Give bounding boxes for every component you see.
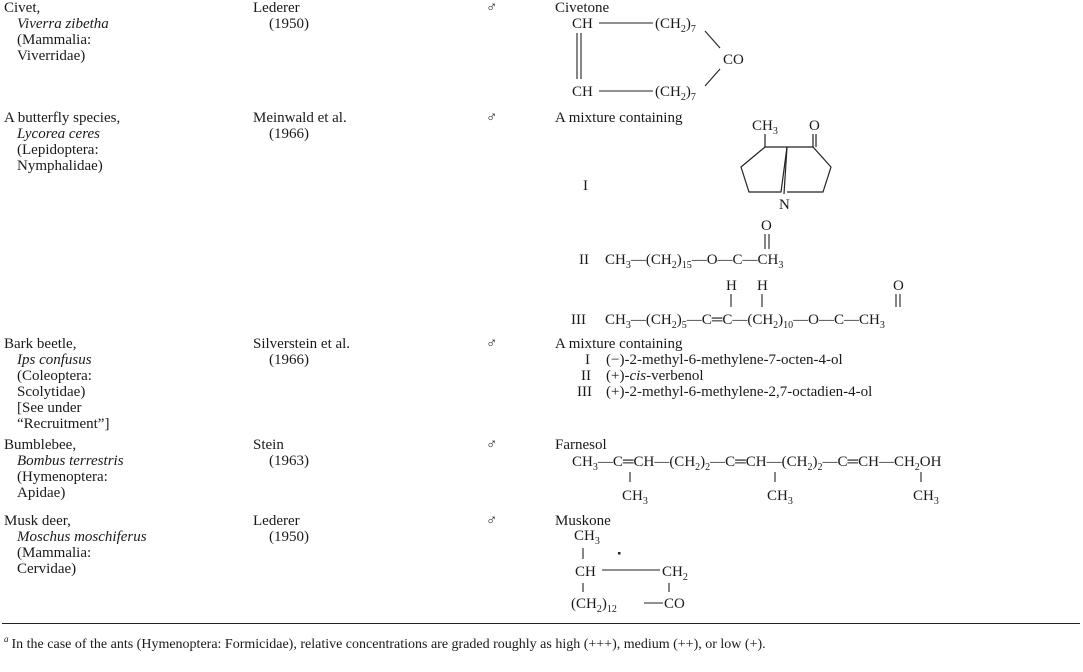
taxon-line: (Mammalia:: [17, 545, 92, 561]
oxygen-text: O: [761, 218, 772, 234]
taxon-line: (Mammalia:: [17, 32, 92, 48]
reference-year: (1966): [269, 126, 309, 142]
male-symbol: ♂: [486, 437, 498, 453]
animal-cell-musk-deer: [4, 513, 147, 577]
compound-cell-bark-beetle: [555, 336, 873, 400]
male-symbol: ♂: [486, 513, 498, 529]
item-text: (−)-2-methyl-6-methylene-7-octen-4-ol: [606, 352, 843, 368]
co-text: CO: [723, 52, 744, 68]
formula-II: [575, 216, 875, 272]
animal-cell-civet: [4, 0, 109, 64]
reference-author: Stein: [253, 437, 284, 453]
animal-name: Bumblebee,: [4, 437, 77, 453]
reference-author: Lederer: [253, 0, 300, 16]
species-name: Ips confusus: [17, 352, 92, 368]
compound-name: Farnesol: [555, 437, 607, 453]
ch3-text: $CH_3$: [913, 488, 939, 507]
muskone-structure: [570, 528, 730, 614]
formula-III: [567, 276, 987, 332]
reference-year: (1963): [269, 453, 309, 469]
compound-name: A mixture containing: [555, 110, 683, 126]
ring-right: [787, 147, 831, 192]
taxon-line: [See under: [17, 400, 82, 416]
reference-cell-bark-beetle: [253, 336, 350, 368]
compound-label-I: I: [583, 178, 588, 194]
ch-text: CH: [575, 564, 596, 580]
male-symbol: ♂: [486, 336, 498, 352]
reference-author: Lederer: [253, 513, 300, 529]
animal-name: Bark beetle,: [4, 336, 77, 352]
footnote-marker: a: [4, 634, 9, 644]
item-label: II: [581, 368, 591, 384]
reference-cell-civet: [253, 0, 309, 32]
ring-left: [741, 147, 787, 192]
item-label: I: [585, 352, 590, 368]
nitrogen-text: N: [779, 197, 790, 213]
hydrogen-text: H: [726, 278, 737, 294]
formula-text: $CH_3—(CH_2)_{15}—O—C—CH_3$: [605, 252, 784, 271]
taxon-line: (Coleoptera:: [17, 368, 92, 384]
taxon-line: Cervidae): [17, 561, 77, 577]
ch3-text: $CH_3$: [767, 488, 793, 507]
male-symbol: ♂: [486, 0, 498, 16]
taxon-line: “Recruitment”]: [17, 416, 110, 432]
oxygen-text: O: [809, 118, 820, 134]
item-text: (+)-cis-verbenol: [606, 368, 704, 384]
reference-author: Silverstein et al.: [253, 336, 351, 352]
male-symbol: ♂: [486, 110, 498, 126]
list-item: [555, 352, 843, 368]
taxon-line: (Hymenoptera:: [17, 469, 108, 485]
ch2-text: $(CH_2)_7$: [655, 84, 696, 103]
co-text: CO: [664, 596, 685, 612]
footnote-text: In the case of the ants (Hymenoptera: Formicidae), relative concentrations are graded roughly as high (+++), medium (++), or low (+).: [11, 637, 766, 652]
reference-author: Meinwald et al.: [253, 110, 347, 126]
table-bottom-rule: [2, 623, 1080, 624]
compound-name: Muskone: [555, 513, 611, 529]
taxon-line: Nymphalidae): [17, 158, 103, 174]
item-label: III: [577, 384, 592, 400]
animal-cell-bumblebee: [4, 437, 124, 501]
animal-cell-bark-beetle: [4, 336, 109, 432]
taxon-line: (Lepidoptera:: [17, 142, 99, 158]
taxon-line: Scolytidae): [17, 384, 86, 400]
bond-line: [705, 69, 720, 86]
reference-year: (1950): [269, 16, 309, 32]
species-name: Viverra zibetha: [17, 16, 109, 32]
compound-label-II: II: [579, 252, 589, 268]
reference-year: (1966): [269, 352, 309, 368]
animal-name: Civet,: [4, 0, 41, 16]
species-name: Lycorea ceres: [17, 126, 100, 142]
compound-name: A mixture containing: [555, 336, 683, 352]
list-item: [555, 368, 704, 384]
ch2-text: $(CH_2)_7$: [655, 16, 696, 35]
reference-cell-butterfly: [253, 110, 347, 142]
item-text: (+)-2-methyl-6-methylene-2,7-octadien-4-ol: [606, 384, 873, 400]
hydrogen-text: H: [757, 278, 768, 294]
oxygen-text: O: [893, 278, 904, 294]
taxon-line: Apidae): [17, 485, 66, 501]
pyrrolizidine-structure: [555, 112, 875, 212]
ink-dot: [618, 552, 621, 555]
ch-text: CH: [572, 84, 593, 100]
farnesol-structure: [568, 450, 1068, 506]
taxon-line: Viverridae): [17, 48, 86, 64]
ch3-text: $CH_3$: [574, 528, 600, 547]
table-footnote: [4, 631, 1054, 653]
reference-year: (1950): [269, 529, 309, 545]
formula-text: $CH_3—(CH_2)_5—C═C—(CH_2)_{10}—O—C—CH_3$: [605, 312, 885, 331]
chain-text: $(CH_2)_{12}$: [571, 596, 617, 615]
ch3-text: $CH_3$: [752, 118, 778, 137]
compound-label-III: III: [571, 312, 586, 328]
ch-text: CH: [572, 16, 593, 32]
animal-name: A butterfly species,: [4, 110, 121, 126]
formula-text: $CH_3—C═CH—(CH_2)_2—C═CH—(CH_2)_2—C═CH—CH_2OH$: [572, 454, 942, 473]
civetone-structure: [555, 16, 755, 104]
species-name: Bombus terrestris: [17, 453, 124, 469]
animal-name: Musk deer,: [4, 513, 71, 529]
compound-name: Civetone: [555, 0, 610, 16]
reference-cell-musk-deer: [253, 513, 309, 545]
animal-cell-butterfly: [4, 110, 120, 174]
species-name: Moschus moschiferus: [17, 529, 147, 545]
ch2-text: $CH_2$: [662, 564, 688, 583]
bond-line: [705, 31, 720, 48]
ch3-text: $CH_3$: [622, 488, 648, 507]
list-item: [555, 384, 873, 400]
reference-cell-bumblebee: [253, 437, 309, 469]
